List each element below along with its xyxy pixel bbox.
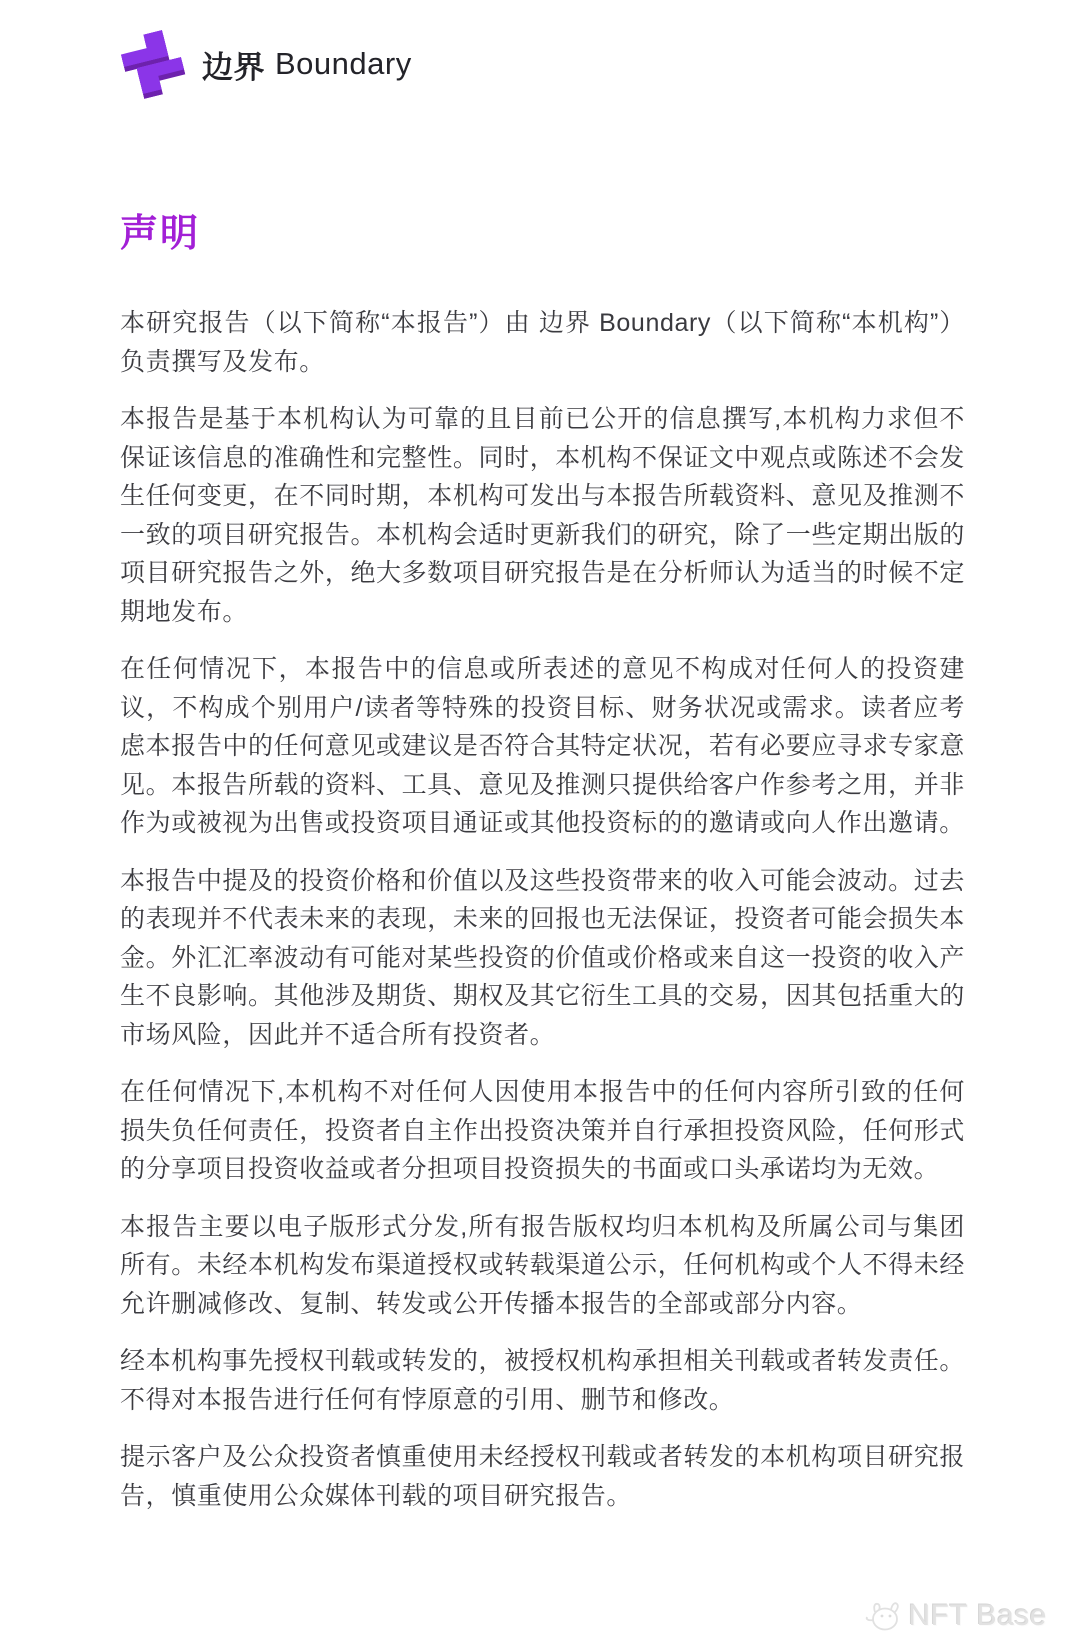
watermark-label: NFT Base (908, 1599, 1047, 1632)
disclaimer-paragraph: 本报告主要以电子版形式分发,所有报告版权均归本机构及所属公司与集团所有。未经本机构发布渠道授权或转载渠道公示，任何机构或个人不得未经允许删减修改、复制、转发或公开传播本报告的全部或部分内容。 (120, 1212, 965, 1318)
brand-name-en: Boundary (275, 46, 412, 81)
boundary-logo-icon (120, 33, 188, 95)
brand-logo (120, 33, 965, 95)
disclaimer-paragraph: 在任何情况下,本机构不对任何人因使用本报告中的任何内容所引致的任何损失负任何责任，投资者自主作出投资决策并自行承担投资风险，任何形式的分享项目投资收益或者分担项目投资损失的书面或口头承诺均为无效。 (120, 1078, 965, 1183)
disclaimer-paragraph: 本报告中提及的投资价格和价值以及这些投资带来的收入可能会波动。过去的表现并不代表未来的表现，未来的回报也无法保证，投资者可能会损失本金。外汇汇率波动有可能对某些投资的价值或价格或来自这一投资的收入产生不良影响。其他涉及期货、期权及其它衍生工具的交易，因其包括重大的市场风险，因此并不适合所有投资者。 (120, 866, 965, 1049)
disclaimer-paragraph: 在任何情况下，本报告中的信息或所表述的意见不构成对任何人的投资建议，不构成个别用户/读者等特殊的投资目标、财务状况或需求。读者应考虑本报告中的任何意见或建议是否符合其特定状况，若有必要应寻求专家意见。本报告所载的资料、工具、意见及推测只提供给客户作参考之用，并非作为或被视为出售或投资项目通证或其他投资标的的邀请或向人作出邀请。 (120, 655, 965, 837)
disclaimer-paragraph: 本研究报告（以下简称“本报告”）由 边界 Boundary（以下简称“本机构”）负责撰写及发布。 (120, 309, 965, 376)
brand-name (202, 42, 412, 87)
cat-face-icon (863, 1600, 903, 1632)
brand-name-cn: 边界 (202, 49, 265, 85)
disclaimer-paragraph: 经本机构事先授权刊载或转发的，被授权机构承担相关刊载或者转发责任。不得对本报告进行任何有悖原意的引用、删节和修改。 (120, 1347, 965, 1414)
page-title: 声明 (120, 213, 201, 255)
watermark (863, 1599, 1048, 1633)
disclaimer-paragraph: 本报告是基于本机构认为可靠的且目前已公开的信息撰写,本机构力求但不保证该信息的准确性和完整性。同时，本机构不保证文中观点或陈述不会发生任何变更，在不同时期，本机构可发出与本报告所载资料、意见及推测不一致的项目研究报告。本机构会适时更新我们的研究，除了一些定期出版的项目研究报告之外，绝大多数项目研究报告是在分析师认为适当的时候不定期地发布。 (120, 405, 965, 626)
disclaimer-body (120, 304, 965, 1515)
disclaimer-paragraph: 提示客户及公众投资者慎重使用未经授权刊载或者转发的本机构项目研究报告，慎重使用公众媒体刊载的项目研究报告。 (120, 1443, 965, 1510)
